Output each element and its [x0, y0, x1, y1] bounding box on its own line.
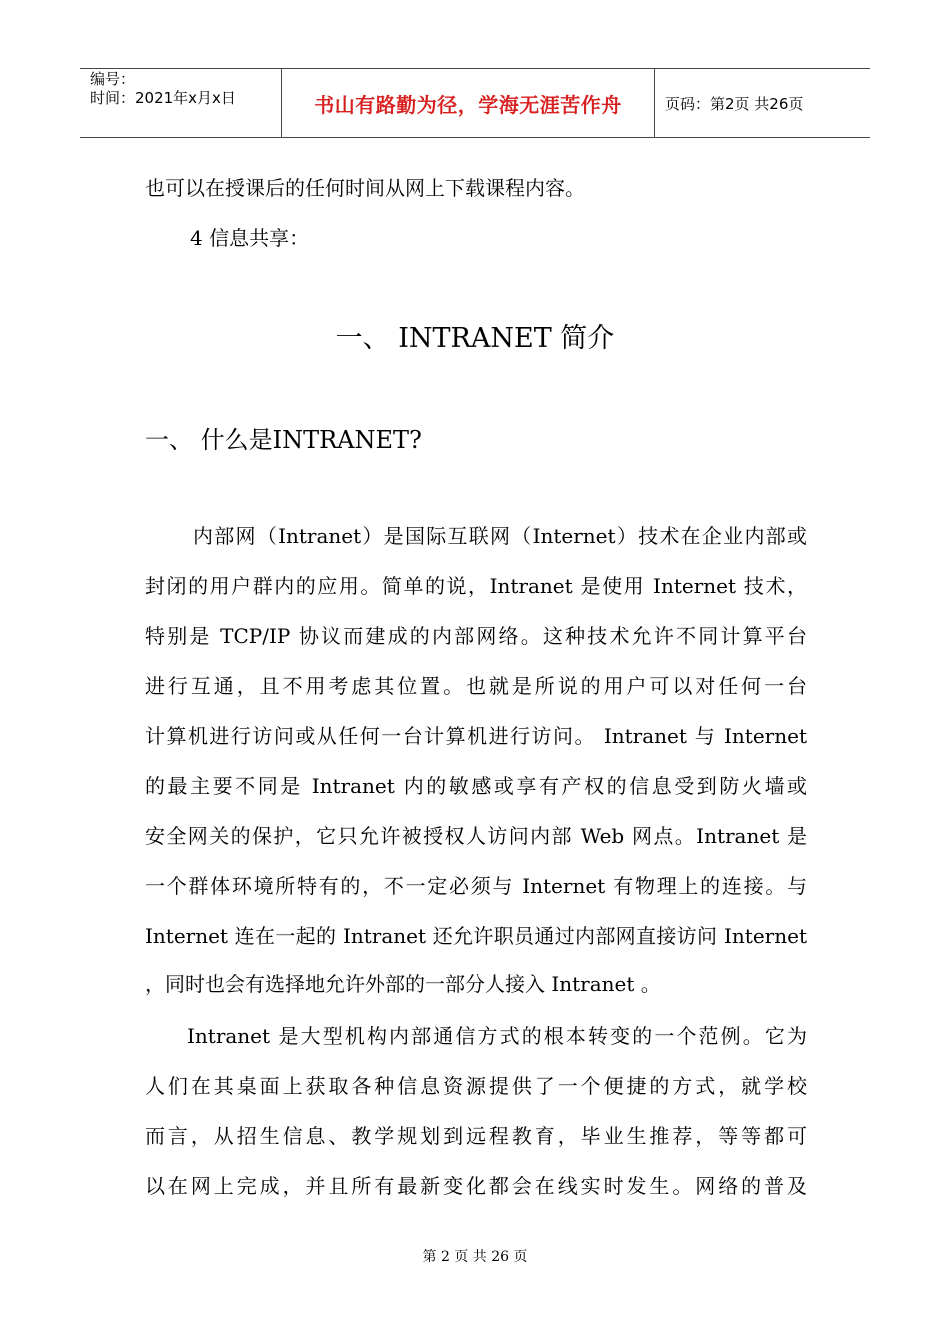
paragraph-1-line: 计算机进行访问或从任何一台计算机进行访问。 Intranet 与 Internet	[145, 724, 807, 748]
paragraph-1-line: 封闭的用户群内的应用。简单的说，Intranet 是使用 Internet 技术，	[145, 574, 807, 598]
paragraph-1-line: 内部网（Intranet）是国际互联网（Internet）技术在企业内部或	[193, 524, 807, 548]
paragraph-1-line: 特别是 TCP/IP 协议而建成的内部网络。这种技术允许不同计算平台	[145, 624, 807, 648]
paragraph-1-line: 安全网关的保护，它只允许被授权人访问内部 Web 网点。Intranet 是	[145, 824, 807, 848]
paragraph-2-line: 而言，从招生信息、教学规划到远程教育，毕业生推荐，等等都可	[145, 1124, 807, 1148]
header-code-label: 编号：	[90, 70, 136, 88]
paragraph-1-line: ，同时也会有选择地允许外部的一部分人接入 Intranet 。	[145, 972, 661, 996]
page-footer: 第 2 页 共 26 页	[422, 1249, 528, 1265]
paragraph-2-line: 人们在其桌面上获取各种信息资源提供了一个便捷的方式，就学校	[145, 1074, 807, 1098]
paragraph-1-line: 一个群体环境所特有的，不一定必须与 Internet 有物理上的连接。与	[145, 874, 807, 898]
header-page-label: 页码：第2页 共26页	[665, 94, 804, 113]
header-date-label: 时间：2021年x月x日	[90, 89, 236, 107]
section-title: 一、 什么是INTRANET?	[145, 426, 422, 454]
header-motto: 书山有路勤为径，学海无涯苦作舟	[314, 92, 622, 117]
paragraph-2-line: Intranet 是大型机构内部通信方式的根本转变的一个范例。它为	[187, 1024, 807, 1048]
paragraph-2-line: 以在网上完成，并且所有最新变化都会在线实时发生。网络的普及	[145, 1174, 807, 1198]
paragraph-1-line: Internet 连在一起的 Intranet 还允许职员通过内部网直接访问 Internet	[145, 924, 807, 948]
paragraph-1-line: 进行互通，且不用考虑其位置。也就是所说的用户可以对任何一台	[145, 674, 807, 698]
paragraph-1-line: 的最主要不同是 Intranet 内的敏感或享有产权的信息受到防火墙或	[145, 774, 807, 798]
page-header	[80, 68, 870, 138]
header-meta	[80, 69, 282, 137]
item-4-heading: 4 信息共享：	[190, 226, 310, 250]
header-motto-cell	[282, 69, 655, 137]
header-page-cell	[655, 69, 870, 137]
chapter-title: 一、 INTRANET 简介	[335, 323, 615, 354]
intro-line: 也可以在授课后的任何时间从网上下载课程内容。	[145, 176, 585, 200]
